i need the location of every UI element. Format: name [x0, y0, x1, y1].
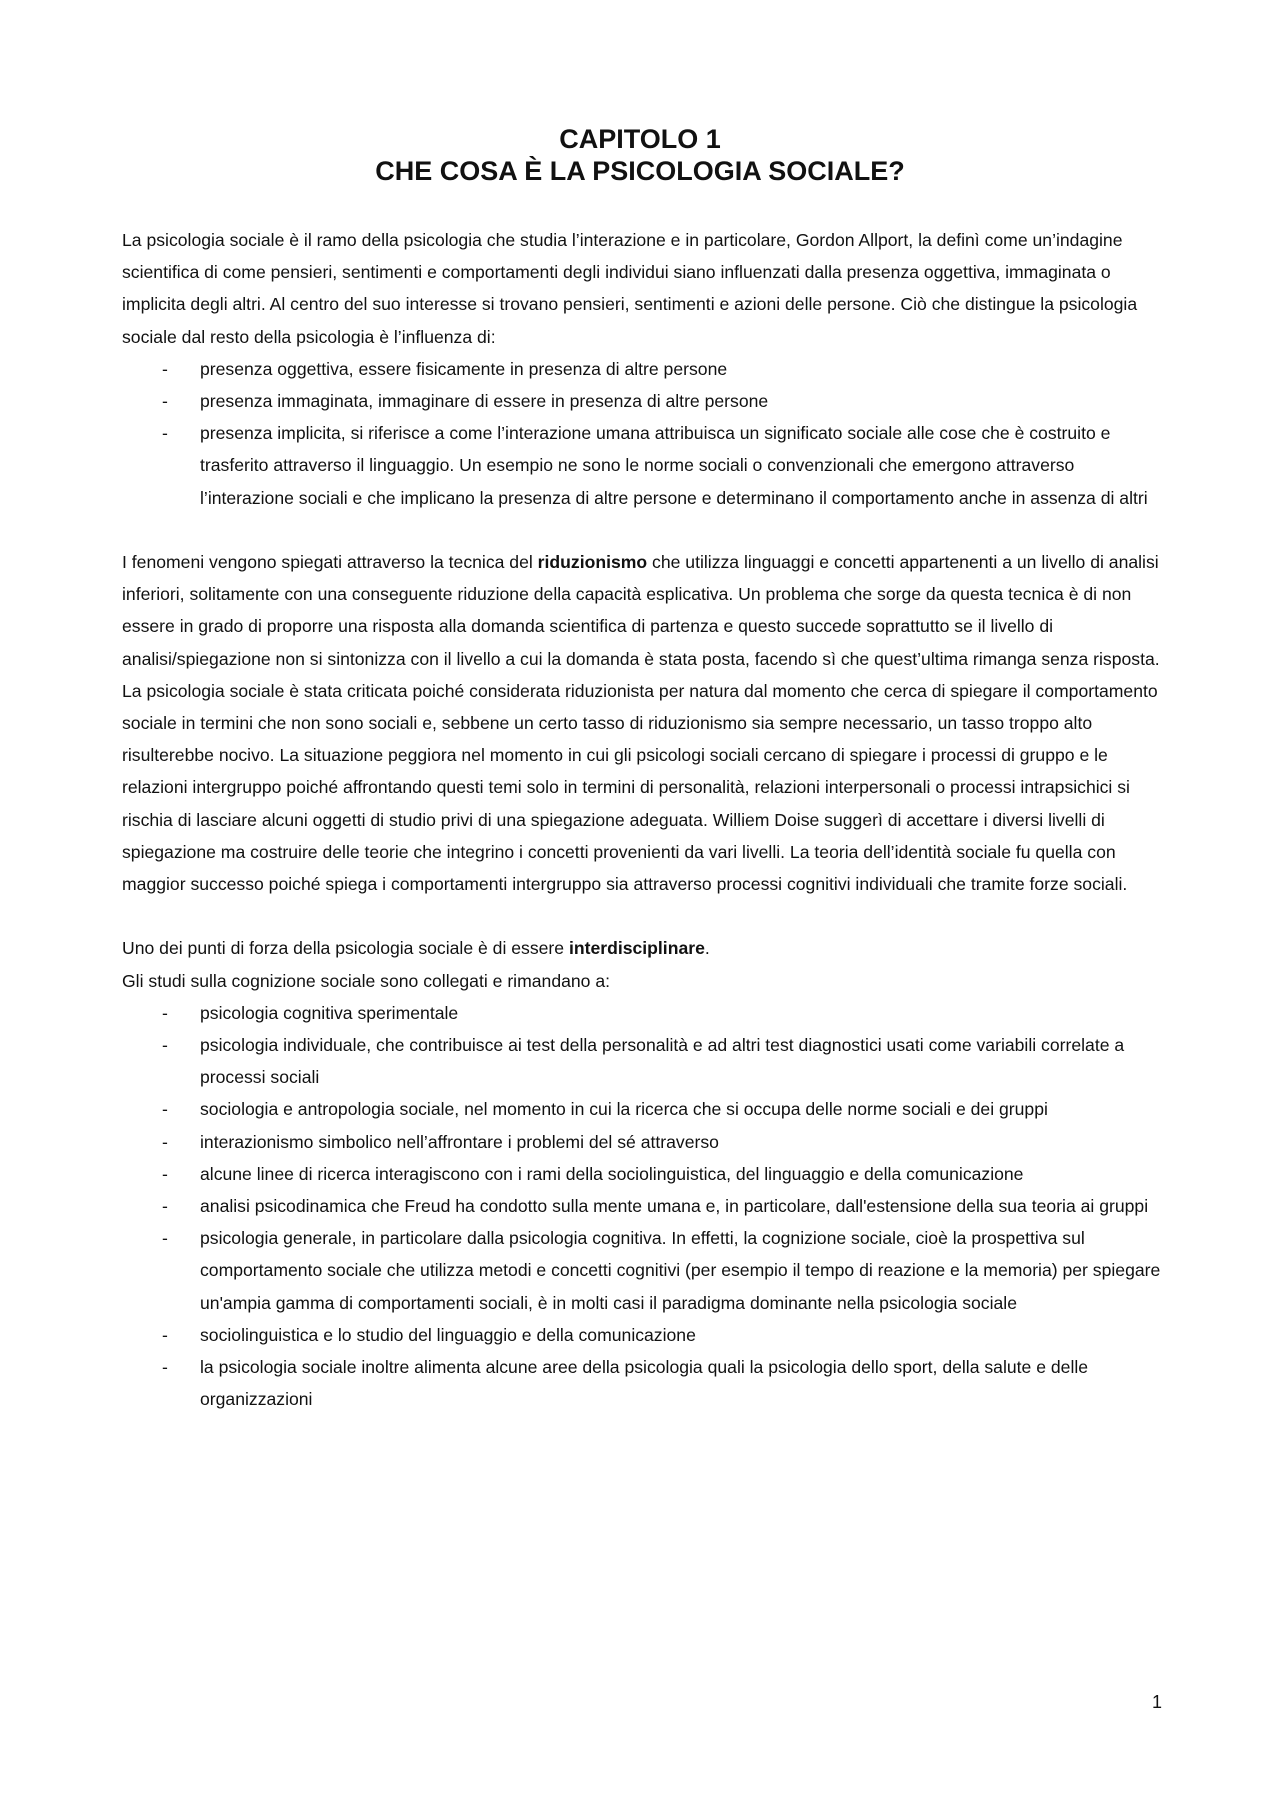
list-item — [122, 1319, 1162, 1351]
document-body — [122, 224, 1162, 1415]
bold-term-interdisciplinary: interdisciplinare — [568, 938, 705, 959]
bullet-dash: - — [162, 1228, 168, 1249]
chapter-title: CHE COSA È LA PSICOLOGIA SOCIALE? — [375, 156, 905, 186]
list-item — [122, 385, 1162, 417]
bold-term-reductionism: riduzionismo — [537, 552, 648, 573]
list-item-text: presenza immaginata, immaginare di essere in presenza di altre persone — [200, 391, 769, 412]
chapter-number: CAPITOLO 1 — [559, 124, 721, 154]
reductionism-paragraph — [122, 546, 1162, 900]
bullet-dash: - — [162, 1002, 168, 1023]
paragraph-spacer — [122, 900, 1162, 932]
bullet-dash: - — [162, 358, 168, 379]
text-run: I fenomeni vengono spiegati attraverso la tecnica del — [122, 552, 538, 573]
list-item — [122, 1158, 1162, 1190]
bullet-dash: - — [162, 391, 168, 412]
bullet-dash: - — [162, 1196, 168, 1217]
list-item — [122, 1126, 1162, 1158]
list-item-text: presenza implicita, si riferisce a come l’interazione umana attribuisca un significato sociale alle cose che è costruito e trasferito attraverso il linguaggio. Un esempio ne sono le norme sociali o convenzionali che emergono attraverso l’interazione sociali e che implicano la presenza di altre persone e determinano il comportamento anche in assenza di altri — [200, 423, 1148, 508]
text-run: Uno dei punti di forza della psicologia sociale è di essere — [122, 938, 569, 959]
bullet-dash: - — [162, 1163, 168, 1184]
list-item — [122, 353, 1162, 385]
bullet-dash: - — [162, 1324, 168, 1345]
list-item-text: interazionismo simbolico nell’affrontare i problemi del sé attraverso — [200, 1131, 719, 1152]
list-item — [122, 997, 1162, 1029]
text-run: . — [704, 938, 710, 959]
list-item-text: la psicologia sociale inoltre alimenta alcune aree della psicologia quali la psicologia dello sport, della salute e delle organizzazioni — [200, 1357, 1089, 1410]
list-item — [122, 417, 1162, 514]
list-item — [122, 1093, 1162, 1125]
list-item — [122, 1190, 1162, 1222]
chapter-heading — [0, 123, 1280, 187]
paragraph-spacer — [122, 514, 1162, 546]
bullet-dash: - — [162, 423, 168, 444]
page-number: 1 — [1151, 1692, 1162, 1712]
list-item-text: presenza oggettiva, essere fisicamente in presenza di altre persone — [200, 358, 728, 379]
bullet-dash: - — [162, 1035, 168, 1056]
related-fields-intro: Gli studi sulla cognizione sociale sono collegati e rimandano a: — [122, 970, 611, 991]
interdisciplinary-paragraph — [122, 932, 1162, 964]
list-item-text: psicologia generale, in particolare dalla psicologia cognitiva. In effetti, la cognizione sociale, cioè la prospettiva sul comportamento sociale che utilizza metodi e concetti cognitivi (per esempio il tempo di reazione e la memoria) per spiegare un'ampia gamma di comportamenti sociali, è in molti casi il paradigma dominante nella psicologia sociale — [200, 1228, 1161, 1313]
bullet-dash: - — [162, 1357, 168, 1378]
presence-list — [122, 353, 1162, 514]
text-run: che utilizza linguaggi e concetti appartenenti a un livello di analisi inferiori, solitamente con una conseguente riduzione della capacità esplicativa. Un problema che sorge da questa tecnica è di non essere in grado di proporre una risposta alla domanda scientifica di partenza e questo succede soprattutto se il livello di analisi/spiegazione non si sintonizza con il livello a cui la domanda è stata posta, facendo sì che quest’ultima rimanga senza risposta. La psicologia sociale è stata criticata poiché considerata riduzionista per natura dal momento che cerca di spiegare il comportamento sociale in termini che non sono sociali e, sebbene un certo tasso di riduzionismo sia sempre necessario, un tasso troppo alto risulterebbe nocivo. La situazione peggiora nel momento in cui gli psicologi sociali cercano di spiegare i processi di gruppo e le relazioni intergruppo poiché affrontando questi temi solo in termini di personalità, relazioni interpersonali o processi intrapsichici si rischia di lasciare alcuni oggetti di studio privi di una spiegazione adeguata. Williem Doise suggerì di accettare i diversi livelli di spiegazione ma costruire delle teorie che integrino i concetti provenienti da vari livelli. La teoria dell’identità sociale fu quella con maggior successo poiché spiega i comportamenti intergruppo sia attraverso processi cognitivi individuali che tramite forze sociali. — [122, 552, 1160, 895]
list-item — [122, 1351, 1162, 1415]
list-item-text: analisi psicodinamica che Freud ha condotto sulla mente umana e, in particolare, dall'estensione della sua teoria ai gruppi — [200, 1196, 1149, 1217]
intro-paragraph: La psicologia sociale è il ramo della psicologia che studia l’interazione e in particolare, Gordon Allport, la definì come un’indagine scientifica di come pensieri, sentimenti e comportamenti degli individui siano influenzati dalla presenza oggettiva, immaginata o implicita degli altri. Al centro del suo interesse si trovano pensieri, sentimenti e azioni delle persone. Ciò che distingue la psicologia sociale dal resto della psicologia è l’influenza di: — [122, 230, 1138, 347]
list-item-text: sociolinguistica e lo studio del linguaggio e della comunicazione — [200, 1324, 696, 1345]
bullet-dash: - — [162, 1099, 168, 1120]
list-item-text: psicologia individuale, che contribuisce ai test della personalità e ad altri test diagnostici usati come variabili correlate a processi sociali — [200, 1035, 1125, 1088]
bullet-dash: - — [162, 1131, 168, 1152]
list-item-text: sociologia e antropologia sociale, nel momento in cui la ricerca che si occupa delle norme sociali e dei gruppi — [200, 1099, 1048, 1120]
list-item — [122, 1222, 1162, 1319]
related-fields-list — [122, 997, 1162, 1416]
list-item-text: psicologia cognitiva sperimentale — [200, 1002, 459, 1023]
list-item — [122, 1029, 1162, 1093]
list-item-text: alcune linee di ricerca interagiscono con i rami della sociolinguistica, del linguaggio e della comunicazione — [200, 1163, 1024, 1184]
